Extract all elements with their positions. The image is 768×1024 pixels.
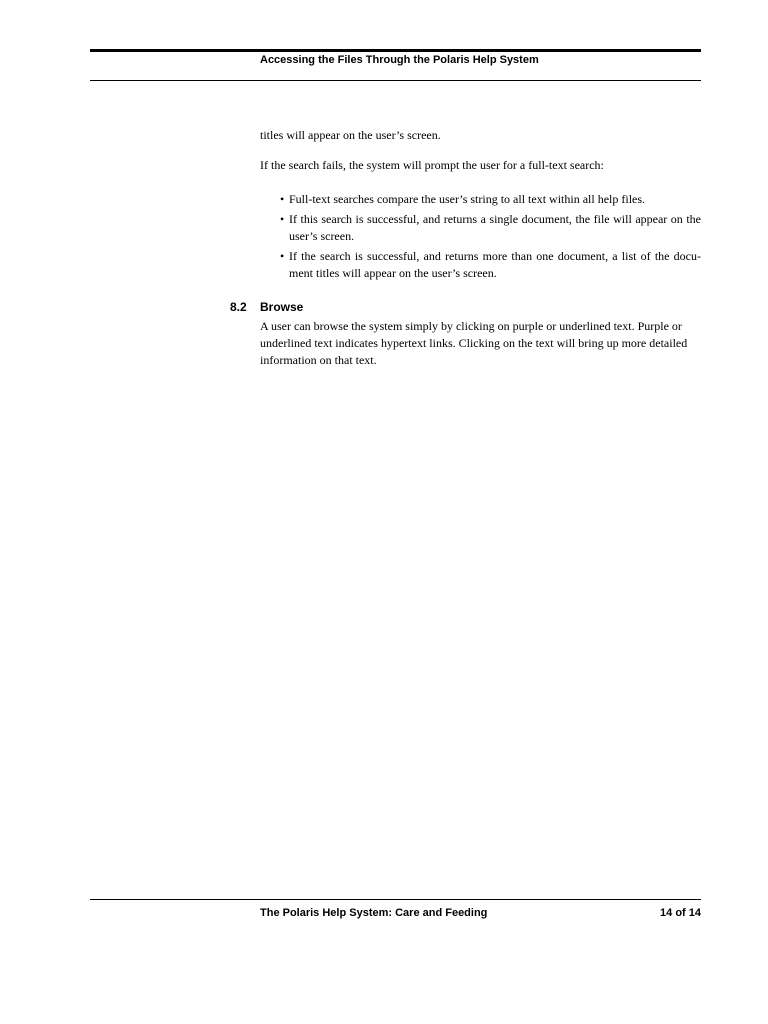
bullet-item bbox=[260, 191, 701, 208]
bullet-item bbox=[260, 248, 701, 282]
continued-paragraph: titles will appear on the user’s screen. bbox=[260, 128, 441, 142]
section-heading-browse bbox=[230, 300, 303, 314]
header-rule-thick bbox=[90, 49, 701, 52]
footer-document-title: The Polaris Help System: Care and Feeding bbox=[260, 907, 488, 919]
bullet-marker: • bbox=[280, 212, 285, 226]
search-bullet-list bbox=[260, 191, 701, 285]
running-header-title: Accessing the Files Through the Polaris Help System bbox=[260, 54, 539, 66]
bullet-item bbox=[260, 211, 701, 245]
bullet-text: If this search is successful, and returns a single document, the file will appear on the user’s screen. bbox=[289, 212, 701, 243]
bullet-marker: • bbox=[280, 192, 285, 206]
browse-paragraph: A user can browse the system simply by clicking on purple or underlined text. Purple or underlined text indicates hypertext links. Clicking on the text will bring up more detailed information on that text. bbox=[260, 319, 688, 367]
section-number: 8.2 bbox=[230, 300, 247, 314]
footer-rule bbox=[90, 899, 701, 900]
bullet-text: Full-text searches compare the user’s string to all text within all help files. bbox=[289, 192, 646, 206]
footer-page-number: 14 of 14 bbox=[660, 907, 701, 919]
bullet-text: If the search is successful, and returns more than one document, a list of the docu-ment titles will appear on the user’s screen. bbox=[289, 249, 701, 280]
bullet-marker: • bbox=[280, 249, 285, 263]
search-fail-paragraph: If the search fails, the system will prompt the user for a full-text search: bbox=[260, 158, 604, 172]
section-title: Browse bbox=[260, 300, 304, 314]
header-rule-thin bbox=[90, 80, 701, 81]
